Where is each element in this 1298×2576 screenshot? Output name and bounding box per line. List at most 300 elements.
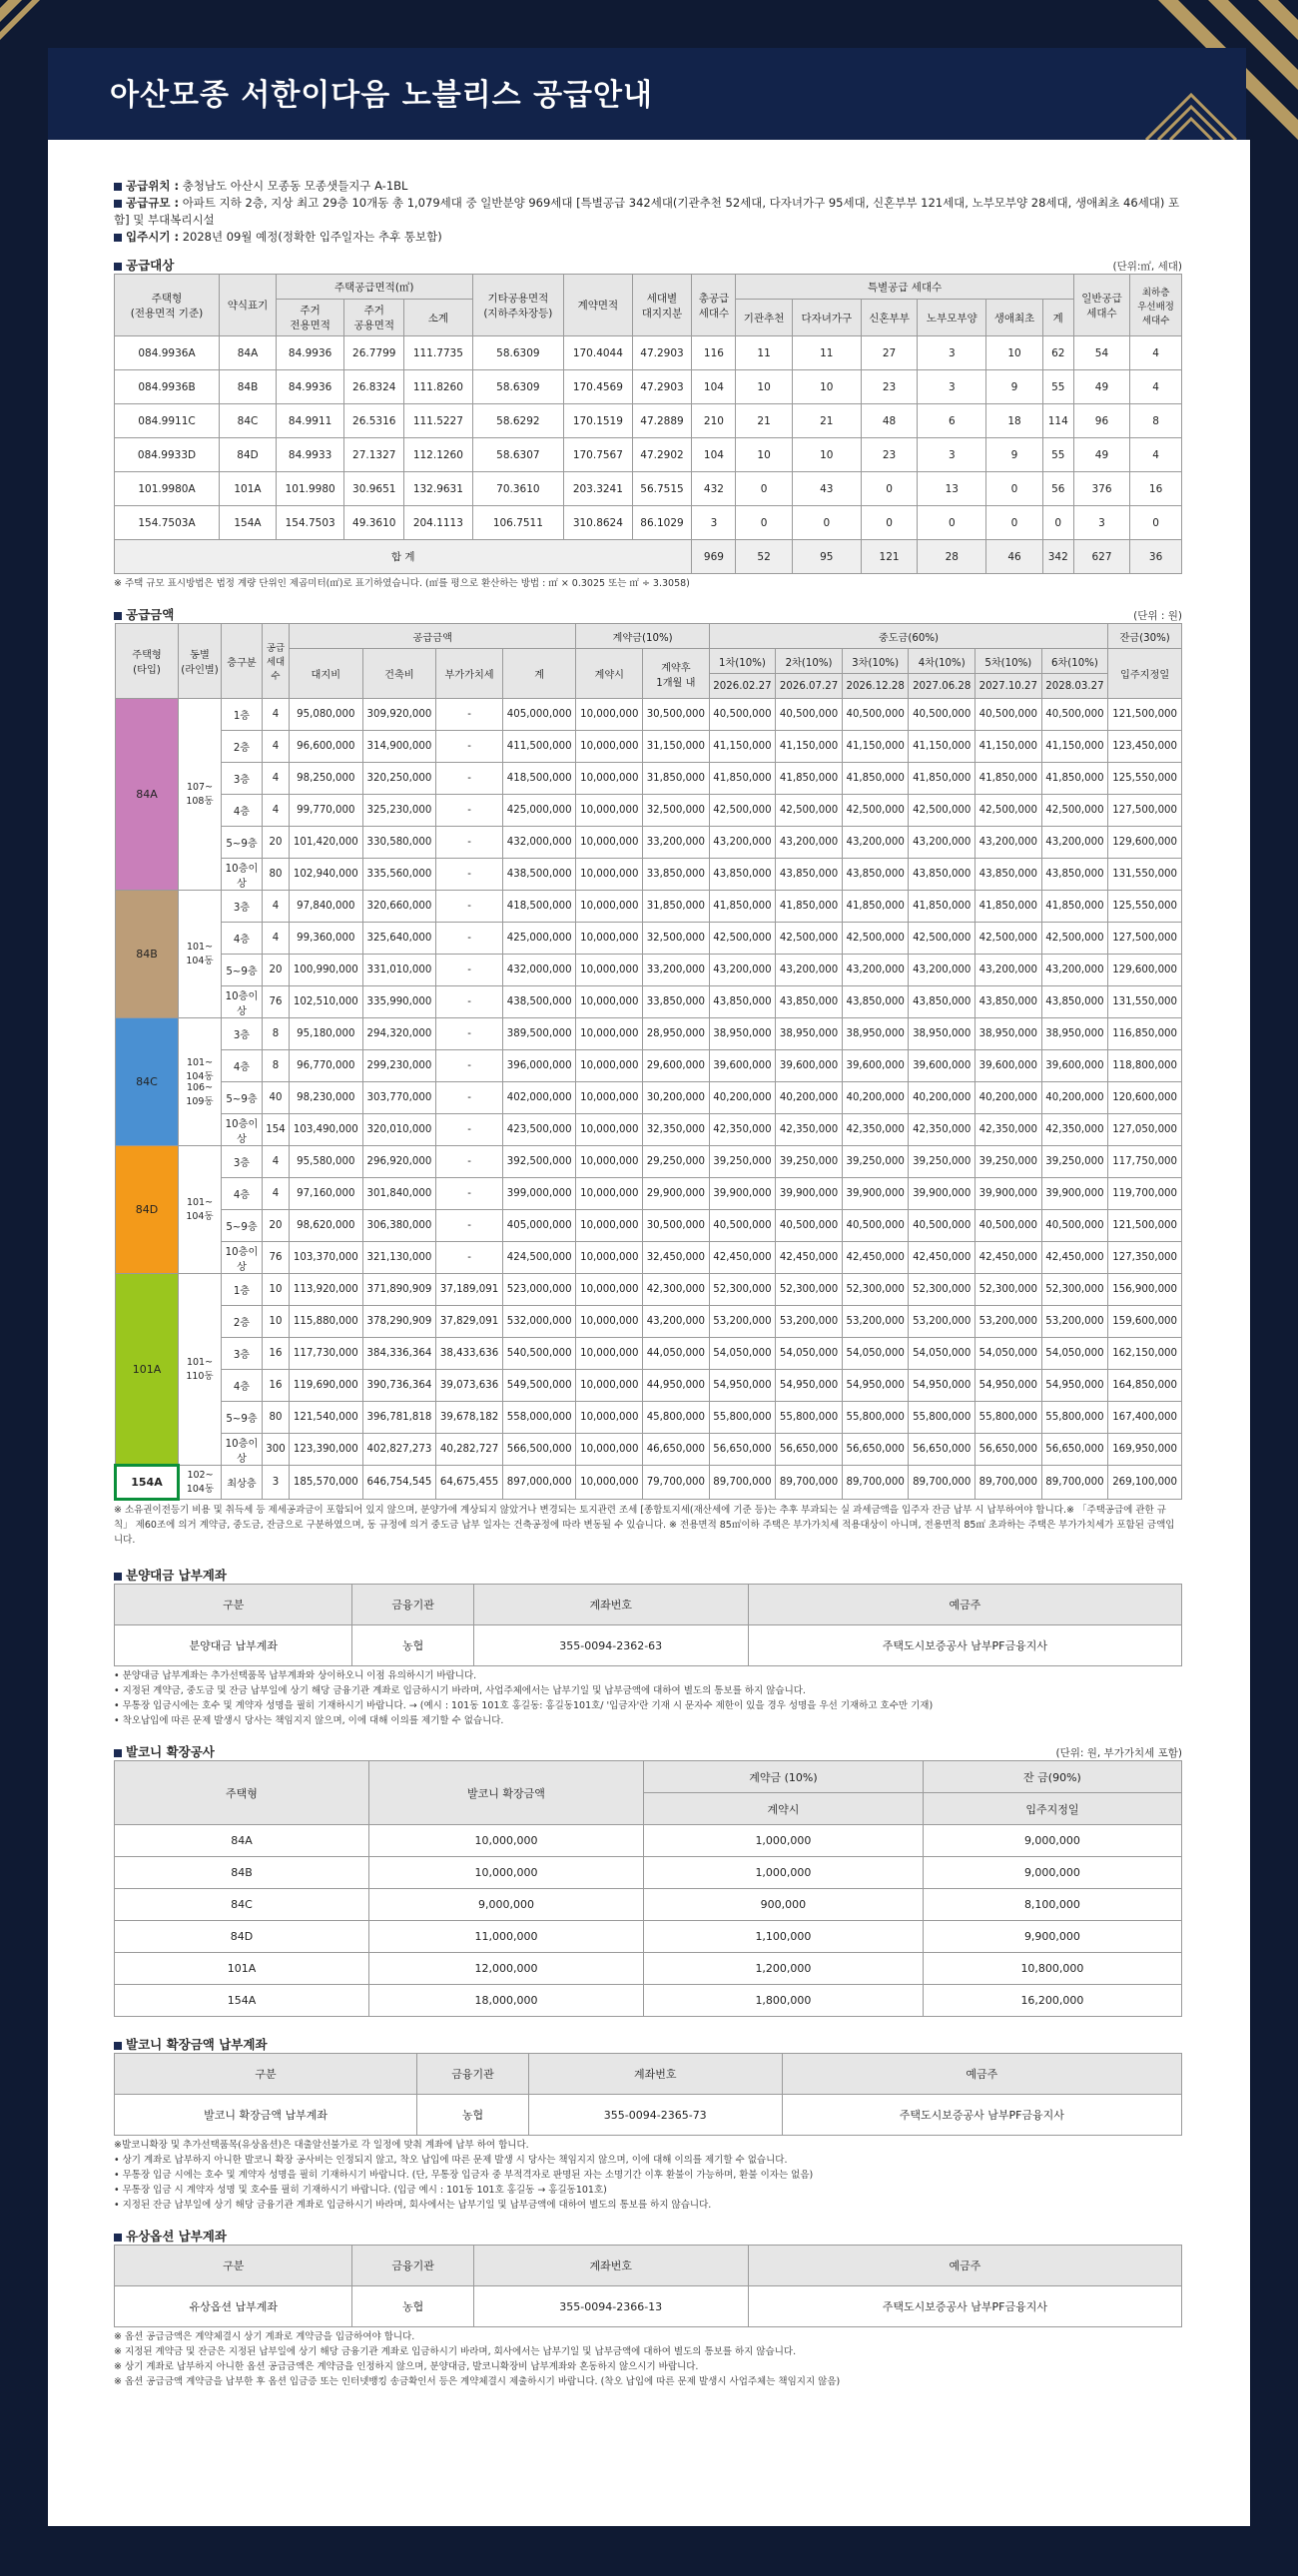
- table-row: [115, 1953, 1182, 1985]
- table-cell: 154A: [115, 1985, 369, 2017]
- table-cell: -: [436, 699, 503, 731]
- column-header: 금융기관: [352, 2246, 473, 2286]
- table-cell: 99,770,000: [290, 795, 363, 827]
- total-cell: 36: [1130, 540, 1182, 574]
- table-cell: 104: [692, 438, 736, 472]
- column-header: 예금주: [748, 1585, 1181, 1625]
- table-cell: 103,490,000: [290, 1114, 363, 1146]
- table-cell: 5~9층: [222, 1082, 263, 1114]
- table-cell: 16: [263, 1338, 290, 1370]
- table-cell: 42,500,000: [709, 923, 776, 955]
- table-cell: 112.1260: [404, 438, 472, 472]
- dong-cell: 101~ 104동: [179, 891, 222, 1018]
- table-cell: 26.8324: [344, 370, 404, 404]
- table-cell: 39,900,000: [709, 1178, 776, 1210]
- table-cell: 41,150,000: [1041, 731, 1108, 763]
- table-cell: 162,150,000: [1108, 1338, 1182, 1370]
- table-cell: 37,189,091: [436, 1274, 503, 1306]
- table-cell: 56,650,000: [1041, 1434, 1108, 1466]
- table-cell: 농협: [417, 2095, 529, 2136]
- table-cell: 52,300,000: [842, 1274, 909, 1306]
- table-cell: 89,700,000: [975, 1466, 1042, 1500]
- table-cell: 13: [918, 472, 986, 506]
- table-cell: 56,650,000: [909, 1434, 975, 1466]
- note-line: ※ 상기 계좌로 납부하지 아니한 옵션 공급금액은 계약금을 인정하지 않으며, 분양대금, 발코니확장비 납부계좌와 혼동하지 않으시기 바랍니다.: [114, 2361, 699, 2372]
- table-cell: 89,700,000: [842, 1466, 909, 1500]
- table-cell: 42,350,000: [842, 1114, 909, 1146]
- type-badge-101A: 101A: [116, 1274, 179, 1466]
- table-cell: 4: [263, 699, 290, 731]
- table-cell: 43,850,000: [709, 859, 776, 891]
- page-header: [48, 48, 1246, 140]
- table-cell: 39,250,000: [909, 1146, 975, 1178]
- table-cell: 378,290,909: [362, 1306, 436, 1338]
- table-cell: 27.1327: [344, 438, 404, 472]
- table-cell: 10,000,000: [576, 699, 643, 731]
- table-cell: 8: [1130, 404, 1182, 438]
- column-header: 금융기관: [417, 2054, 529, 2095]
- supply-table: 주택형 (전용면적 기준) 약식표기 주택공급면적(㎡) 기타공용면적 (지하주차장등) 계약면적 세대별 대지지분 총공급 세대수 특별공급 세대수 일반공급 세대수 최하층 우선배정 세대수 주거 전용면적 주거 공용면적 소계 기관추천 다자녀가구 신혼부부 노부모부양 생애최초 계 084.9936A 84A 84.9936 26.7799 111.7735 58.6309 170.4044 47.2903 116 11 11 27 3 10 62 54 4 084.9936B 84B 84.9936 26.8324 111.8260 58.6309 170.4569 47.2903 104 10 10 23 3 9 55 49 4 084.9911C 84C 84.9911 26.5316 111.5227 58.6292 170.1519 47.2889 210 21 21 48 6 18 114 96 8 084.9933D 84D 84.9933 27.1327 112.1260 58.6307 170.7567 47.2902 104 10 10 23 3 9 55 49 4 101.9980A 101A 101.9980 30.9651 132.9631 70.3610 203.3241 56.7515 432 0 43 0 13 0 56 376 16 154.7503A 154A 154.7503 49.3610 204.1113 106.7511 310.8624 86.1029 3 0 0 0 0 0 0 3 0 합 계 969 52 95 121 28 46 342 627 36: [114, 274, 1182, 574]
- table-row: [115, 2286, 1182, 2327]
- table-cell: 40,500,000: [776, 1210, 843, 1242]
- table-cell: 425,000,000: [502, 795, 576, 827]
- table-row: [116, 1242, 1182, 1274]
- table-cell: -: [436, 1210, 503, 1242]
- table-cell: 116: [692, 336, 736, 370]
- table-cell: 114: [1042, 404, 1073, 438]
- price-table: 주택형 (타입) 동별 (라인별) 층구분 공급 세대수 공급금액 계약금(10%) 중도금(60%) 잔금(30%) 대지비 건축비 부가가치세 계 계약시 계약후 1개월 내 1차(10%) 2차(10%) 3차(10%) 4차(10%) 5차(10%) 6차(10%) 입주지정일 2026.02.27 2026.07.27 2026.12.28 2027.06.28 2027.10.27 2028.03.27 84A 107~ 108동 1층 4 95,080,000 309,920,000 - 405,000,000 10,000,000 30,500,000 40,500,000 40,500,000 40,500,000 40,500,000 40,500,000 40,500,000 121,500,000 2층 4 96,600,000 314,900,000 - 411,500,000 10,000,000 31,150,000 41,150,000 41,150,000 41,150,000 41,150,000 41,150,000 41,150,000 123,450,000 3층 4 98,250,000 320,250,000 - 418,500,000 10,000,000 31,850,000 41,850,000 41,850,000 41,850,000 41,850,000 41,850,000 41,850,000 125,550,000 4층 4 99,770,000 325,230,000 - 425,000,000 10,000,000 32,500,000 42,500,000 42,500,000 42,500,000 42,500,000 42,500,000 42,500,000 127,500,000 5~9층 20 101,420,000 330,580,000 - 432,000,000 10,000,000 33,200,000 43,200,000 43,200,000 43,200,000 43,200,000 43,200,000 43,200,000 129,600,000 10층이상 80 102,940,000 335,560,000 - 438,500,000 10,000,000 33,850,000 43,850,000 43,850,000 43,850,000 43,850,000 43,850,000 43,850,000 131,550,000 84B 101~ 104동 3층 4 97,840,000 320,660,000 - 418,500,000 10,000,000 31,850,000 41,850,000 41,850,000 41,850,000 41,850,000 41,850,000 41,850,000 125,550,000 4층 4 99,360,000 325,640,000 - 425,000,000 10,000,000 32,500,000 42,500,000 42,500,000 42,500,000 42,500,000 42,500,000 42,500,000 127,500,000 5~9층 20 100,990,000 331,010,000 - 432,000,000 10,000,000 33,200,000 43,200,000 43,200,000 43,200,000 43,200,000 43,200,000 43,200,000 129,600,000 10층이상 76 102,510,000 335,990,000 - 438,500,000 10,000,000 33,850,000 43,850,000 43,850,000 43,850,000 43,850,000 43,850,000 43,850,000 131,550,000 84C 101~ 104동 106~ 109동 3층 8 95,180,000 294,320,000 - 389,500,000 10,000,000 28,950,000 38,950,000 38,950,000 38,950,000 38,950,000 38,950,000 38,950,000 116,850,000 4층 8 96,770,000 299,230,000 - 396,000,000 10,000,000 29,600,000 39,600,000 39,600,000 39,600,000 39,600,000 39,600,000 39,600,000 118,800,000 5~9층 40 98,230,000 303,770,000 - 402,000,000 10,000,000 30,200,000 40,200,000 40,200,000 40,200,000 40,200,000 40,200,000 40,200,000 120,600,000 10층이상 154 103,490,000 320,010,000 - 423,500,000 10,000,000 32,350,000 42,350,000 42,350,000 42,350,000 42,350,000 42,350,000 42,350,000 127,050,000 84D 101~ 104동 3층 4 95,580,000 296,920,000 - 392,500,000 10,000,000 29,250,000 39,250,000 39,250,000 39,250,000 39,250,000 39,250,000 39,250,000 117,750,000 4층 4 97,160,000 301,840,000 - 399,000,000 10,000,000 29,900,000 39,900,000 39,900,000 39,900,000 39,900,000 39,900,000 39,900,000 119,700,000 5~9층 20 98,620,000 306,380,000 - 405,000,000 10,000,000 30,500,000 40,500,000 40,500,000 40,500,000 40,500,000 40,500,000 40,500,000 121,500,000 10층이상 76 103,370,000 321,130,000 - 424,500,000 10,000,000 32,450,000 42,450,000 42,450,000 42,450,000 42,450,000 42,450,000 42,450,000 127,350,000 101A 101~ 110동 1층 10 113,920,000 371,890,909 37,189,091 523,000,000 10,000,000 42,300,000 52,300,000 52,300,000 52,300,000 52,300,000 52,300,000 52,300,000 156,900,000 2층 10 115,880,000 378,290,909 37,829,091 532,000,000 10,000,000 43,200,000 53,200,000 53,200,000 53,200,000 53,200,000 53,200,000 53,200,000 159,600,000 3층 16 117,730,000 384,336,364 38,433,636 540,500,000 10,000,000 44,050,000 54,050,000 54,050,000 54,050,000 54,050,000 54,050,000 54,050,000 162,150,000 4층 16 119,690,000 390,736,364 39,073,636 549,500,000 10,000,000 44,950,000 54,950,000 54,950,000 54,950,000 54,950,000 54,950,000 54,950,000 164,850,000 5~9층 80 121,540,000 396,781,818 39,678,182 558,000,000 10,000,000 45,800,000 55,800,000 55,800,000 55,800,000 55,800,000 55,800,000 55,800,000 167,400,000 10층이상 300 123,390,000 402,827,273 40,282,727 566,500,000 10,000,000 46,650,000 56,650,000 56,650,000 56,650,000 56,650,000 56,650,000 56,650,000 169,950,000 154A 102~ 104동 최상층 3 185,570,000 646,754,545 64,675,455 897,000,000 10,000,000 79,700,000 89,700,000 89,700,000 89,700,000 89,700,000 89,700,000 89,700,000 269,100,000: [114, 623, 1182, 1501]
- table-cell: 1,000,000: [644, 1825, 924, 1857]
- total-cell: 627: [1073, 540, 1129, 574]
- table-cell: -: [436, 1082, 503, 1114]
- table-cell: 29,250,000: [643, 1146, 710, 1178]
- table-cell: 4층: [222, 923, 263, 955]
- table-cell: 8,100,000: [923, 1889, 1181, 1921]
- table-cell: 115,880,000: [290, 1306, 363, 1338]
- table-cell: 154.7503: [277, 506, 344, 540]
- table-cell: 53,200,000: [776, 1306, 843, 1338]
- table-cell: 42,450,000: [709, 1242, 776, 1274]
- dong-cell: 101~ 110동: [179, 1274, 222, 1466]
- pay2-table: [114, 2053, 1182, 2136]
- table-cell: 84B: [115, 1857, 369, 1889]
- table-cell: 99,360,000: [290, 923, 363, 955]
- table-cell: 432,000,000: [502, 955, 576, 986]
- table-row: [116, 731, 1182, 763]
- table-cell: 2층: [222, 1306, 263, 1338]
- table-cell: 55,800,000: [776, 1402, 843, 1434]
- table-cell: 70.3610: [472, 472, 564, 506]
- table-cell: 325,640,000: [362, 923, 436, 955]
- note-line: • 무통장 입금 시 계약자 성명 및 호수를 필히 기재하시기 바랍니다. (입금 예시 : 101동 101호 홍길동 → 홍길동101호): [114, 2185, 607, 2196]
- table-cell: 111.8260: [404, 370, 472, 404]
- table-cell: 41,850,000: [776, 763, 843, 795]
- table-cell: 10,000,000: [576, 859, 643, 891]
- table-cell: 121,540,000: [290, 1402, 363, 1434]
- table-cell: 10,000,000: [576, 1050, 643, 1082]
- table-cell: 97,160,000: [290, 1178, 363, 1210]
- table-cell: 10: [792, 438, 861, 472]
- table-cell: 47.2903: [632, 336, 692, 370]
- table-cell: 주택도시보증공사 남부PF금융지사: [748, 2286, 1181, 2327]
- column-header: 구분: [115, 2054, 417, 2095]
- balcony-table: 주택형 발코니 확장금액 계약금 (10%) 잔 금(90%) 계약시 입주지정일 84A 10,000,000 1,000,000 9,000,000 84B 10,000,000 1,000,000 9,000,000 84C 9,000,000 900,000 8,100,000 84D 11,000,000 1,100,000 9,900,000 101A 12,000,000 1,200,000 10,800,000 154A 18,000,000 1,800,000 16,200,000: [114, 1760, 1182, 2017]
- table-cell: 129,600,000: [1108, 827, 1182, 859]
- table-cell: 154A: [220, 506, 277, 540]
- table-cell: 56,650,000: [975, 1434, 1042, 1466]
- table-cell: 20: [263, 1210, 290, 1242]
- total-row: [115, 540, 1182, 574]
- table-cell: 330,580,000: [362, 827, 436, 859]
- table-cell: 9: [986, 438, 1042, 472]
- total-cell: 95: [792, 540, 861, 574]
- table-cell: 54: [1073, 336, 1129, 370]
- table-cell: 125,550,000: [1108, 891, 1182, 923]
- table-cell: 532,000,000: [502, 1306, 576, 1338]
- table-cell: 390,736,364: [362, 1370, 436, 1402]
- table-cell: 53,200,000: [709, 1306, 776, 1338]
- table-cell: 54,050,000: [1041, 1338, 1108, 1370]
- table-cell: 농협: [352, 1625, 473, 1666]
- table-cell: 54,950,000: [709, 1370, 776, 1402]
- table-cell: 27: [861, 336, 917, 370]
- table-cell: 10,000,000: [576, 1402, 643, 1434]
- table-cell: 8: [263, 1018, 290, 1050]
- table-cell: 10,000,000: [576, 1274, 643, 1306]
- table-cell: 33,200,000: [643, 955, 710, 986]
- table-cell: 39,250,000: [776, 1146, 843, 1178]
- table-cell: 84.9911: [277, 404, 344, 438]
- table-cell: 42,500,000: [842, 795, 909, 827]
- table-cell: 424,500,000: [502, 1242, 576, 1274]
- table-cell: 44,050,000: [643, 1338, 710, 1370]
- table-cell: 3층: [222, 891, 263, 923]
- table-cell: 42,500,000: [1041, 923, 1108, 955]
- table-cell: 44,950,000: [643, 1370, 710, 1402]
- table-cell: 41,150,000: [709, 731, 776, 763]
- table-cell: 127,500,000: [1108, 923, 1182, 955]
- balcony-section-header: 발코니 확장공사 (단위: 원, 부가가치세 포함): [114, 1742, 1182, 1760]
- pay1-section-header: 분양대금 납부계좌: [114, 1566, 1182, 1584]
- table-cell: 300: [263, 1434, 290, 1466]
- table-cell: 55: [1042, 438, 1073, 472]
- table-cell: 40,500,000: [709, 1210, 776, 1242]
- table-cell: 1,000,000: [644, 1857, 924, 1889]
- table-cell: 101.9980: [277, 472, 344, 506]
- note-line: • 상기 계좌로 납부하지 아니한 발코니 확장 공사비는 인정되지 않고, 착오 납입에 따른 문제 발생 시 당사는 책임지지 않으며, 이에 대해 이의를 제기할 수 없습니다.: [114, 2155, 788, 2166]
- table-cell: 33,200,000: [643, 827, 710, 859]
- table-cell: 438,500,000: [502, 859, 576, 891]
- table-cell: 39,073,636: [436, 1370, 503, 1402]
- table-cell: 분양대금 납부계좌: [115, 1625, 352, 1666]
- table-cell: 131,550,000: [1108, 986, 1182, 1018]
- table-cell: 123,450,000: [1108, 731, 1182, 763]
- info-location: 공급위치 : 충청남도 아산시 모종동 모종샛들지구 A-1BL: [114, 178, 1182, 195]
- table-cell: 43,200,000: [776, 955, 843, 986]
- table-cell: -: [436, 986, 503, 1018]
- table-cell: 43,850,000: [776, 859, 843, 891]
- table-cell: 55: [1042, 370, 1073, 404]
- table-cell: 402,827,273: [362, 1434, 436, 1466]
- table-cell: 12,000,000: [369, 1953, 644, 1985]
- column-header: 예금주: [748, 2246, 1181, 2286]
- dong-cell: 101~ 104동: [179, 1146, 222, 1274]
- table-row: [115, 438, 1182, 472]
- table-cell: 156,900,000: [1108, 1274, 1182, 1306]
- project-info: [114, 178, 1182, 246]
- table-cell: 10: [792, 370, 861, 404]
- table-cell: 100,990,000: [290, 955, 363, 986]
- table-cell: 89,700,000: [776, 1466, 843, 1500]
- table-cell: 42,450,000: [975, 1242, 1042, 1274]
- table-cell: 40: [263, 1082, 290, 1114]
- table-cell: 42,450,000: [1041, 1242, 1108, 1274]
- table-cell: 10,000,000: [576, 1370, 643, 1402]
- table-row: [116, 891, 1182, 923]
- table-cell: -: [436, 1242, 503, 1274]
- note-line: • 분양대금 납부계좌는 추가선택품목 납부계좌와 상이하오니 이점 유의하시기 바랍니다.: [114, 1670, 477, 1681]
- table-row: [115, 1921, 1182, 1953]
- table-cell: 56,650,000: [709, 1434, 776, 1466]
- note-line: • 무통장 입금시에는 호수 및 계약자 성명을 필히 기재하시기 바랍니다. → (예시 : 101동 101호 홍길동: 홍길동101호/ '입금자'란 기재 시 문자수 제한이 있을 경우 성명을 우선 기재하고 호수만 기재): [114, 1700, 934, 1711]
- table-cell: 5~9층: [222, 1210, 263, 1242]
- table-cell: 62: [1042, 336, 1073, 370]
- table-cell: 170.1519: [564, 404, 632, 438]
- table-cell: 102,510,000: [290, 986, 363, 1018]
- table-cell: 84A: [115, 1825, 369, 1857]
- table-cell: 117,750,000: [1108, 1146, 1182, 1178]
- table-cell: 38,950,000: [1041, 1018, 1108, 1050]
- table-cell: 325,230,000: [362, 795, 436, 827]
- table-cell: 96,600,000: [290, 731, 363, 763]
- supply-section-header: 공급대상 (단위:㎡, 세대): [114, 256, 1182, 274]
- table-cell: 4층: [222, 1050, 263, 1082]
- table-cell: 117,730,000: [290, 1338, 363, 1370]
- info-scale: 공급규모 : 아파트 지하 2층, 지상 최고 29층 10개동 총 1,079세대 중 일반분양 969세대 [특별공급 342세대(기관추천 52세대, 다자녀가구 95세대, 신혼부부 121세대, 노부모부양 28세대, 생애최초 46세대) 포함] 및 부대복리시설: [114, 196, 1180, 227]
- type-badge-84C: 84C: [116, 1018, 179, 1146]
- table-cell: 299,230,000: [362, 1050, 436, 1082]
- table-cell: 4층: [222, 1178, 263, 1210]
- table-cell: 2층: [222, 731, 263, 763]
- table-cell: 10,000,000: [576, 1146, 643, 1178]
- note-line: ※ 지정된 계약금 및 잔금은 지정된 납부일에 상기 해당 금융기관 계좌로 입금하시기 바라며, 회사에서는 납부기일 및 납부금액에 대하여 별도의 통보를 하지 않습니다.: [114, 2346, 797, 2357]
- table-row: [115, 2095, 1182, 2136]
- table-cell: 8: [263, 1050, 290, 1082]
- table-cell: 106.7511: [472, 506, 564, 540]
- document-paper: [48, 140, 1250, 2526]
- table-cell: 58.6307: [472, 438, 564, 472]
- table-cell: 40,500,000: [842, 699, 909, 731]
- table-cell: 54,050,000: [776, 1338, 843, 1370]
- table-cell: 53,200,000: [1041, 1306, 1108, 1338]
- table-cell: 3층: [222, 1338, 263, 1370]
- table-cell: 84.9933: [277, 438, 344, 472]
- table-cell: 30.9651: [344, 472, 404, 506]
- column-header: 계좌번호: [473, 2246, 748, 2286]
- table-cell: 39,250,000: [975, 1146, 1042, 1178]
- table-cell: 76: [263, 986, 290, 1018]
- table-cell: 79,700,000: [643, 1466, 710, 1500]
- table-cell: 52,300,000: [709, 1274, 776, 1306]
- table-cell: 405,000,000: [502, 699, 576, 731]
- column-header: 구분: [115, 1585, 352, 1625]
- table-cell: 31,150,000: [643, 731, 710, 763]
- table-cell: 10,000,000: [369, 1825, 644, 1857]
- note-line: • 지정된 계약금, 중도금 및 잔금 납부일에 상기 해당 금융기관 계좌로 입금하시기 바라며, 사업주체에서는 납부기일 및 납부금액에 대하여 별도의 통보를 하지 않습니다.: [114, 1685, 806, 1696]
- note-line: • 무통장 입금 시에는 호수 및 계약자 성명을 필히 기재하시기 바랍니다. (단, 무통장 입금자 중 부적격자로 판명된 자는 소명기간 이후 환불이 가능하며, 환불 이자는 없음): [114, 2170, 814, 2181]
- table-cell: 335,990,000: [362, 986, 436, 1018]
- table-cell: 40,500,000: [975, 699, 1042, 731]
- table-cell: 54,050,000: [909, 1338, 975, 1370]
- table-cell: 120,600,000: [1108, 1082, 1182, 1114]
- table-cell: 96: [1073, 404, 1129, 438]
- table-cell: 41,850,000: [776, 891, 843, 923]
- table-cell: 23: [861, 438, 917, 472]
- pay2-notes: [114, 2138, 1182, 2213]
- table-row: [116, 1114, 1182, 1146]
- table-cell: 402,000,000: [502, 1082, 576, 1114]
- table-cell: 80: [263, 1402, 290, 1434]
- table-cell: 43: [792, 472, 861, 506]
- table-cell: 3층: [222, 1146, 263, 1178]
- table-cell: 40,200,000: [975, 1082, 1042, 1114]
- table-cell: 주택도시보증공사 남부PF금융지사: [782, 2095, 1181, 2136]
- note-line: ※ 옵션 공급금액 계약금을 납부한 후 옵션 입금증 또는 인터넷뱅킹 송금확인서 등은 계약체결시 제출하시기 바랍니다. (착오 납입에 따른 문제 발생시 사업주체는 책임지지 않음): [114, 2376, 841, 2387]
- table-cell: 41,850,000: [975, 763, 1042, 795]
- table-cell: 210: [692, 404, 736, 438]
- note-line: ※ 옵션 공급금액은 계약체결시 상기 계좌로 계약금을 입금하여야 합니다.: [114, 2331, 415, 2342]
- table-cell: 4: [263, 731, 290, 763]
- table-cell: 523,000,000: [502, 1274, 576, 1306]
- table-cell: 10,000,000: [576, 955, 643, 986]
- table-cell: -: [436, 1050, 503, 1082]
- table-cell: 10: [736, 370, 792, 404]
- table-cell: 331,010,000: [362, 955, 436, 986]
- table-cell: 169,950,000: [1108, 1434, 1182, 1466]
- table-cell: 897,000,000: [502, 1466, 576, 1500]
- table-cell: -: [436, 891, 503, 923]
- table-cell: 40,200,000: [842, 1082, 909, 1114]
- table-cell: 392,500,000: [502, 1146, 576, 1178]
- table-row: [116, 955, 1182, 986]
- table-cell: 발코니 확장금액 납부계좌: [115, 2095, 417, 2136]
- table-cell: 306,380,000: [362, 1210, 436, 1242]
- table-cell: 10,000,000: [576, 891, 643, 923]
- table-cell: 55,800,000: [709, 1402, 776, 1434]
- table-cell: 4: [263, 1178, 290, 1210]
- table-cell: 38,433,636: [436, 1338, 503, 1370]
- table-cell: 42,350,000: [909, 1114, 975, 1146]
- table-row: [116, 1338, 1182, 1370]
- table-cell: 37,829,091: [436, 1306, 503, 1338]
- table-cell: 10: [986, 336, 1042, 370]
- table-cell: 5~9층: [222, 827, 263, 859]
- table-cell: 95,580,000: [290, 1146, 363, 1178]
- table-row: [115, 1985, 1182, 2017]
- table-cell: 49.3610: [344, 506, 404, 540]
- table-cell: 43,200,000: [975, 955, 1042, 986]
- pay3-notes: [114, 2329, 1182, 2389]
- table-cell: 127,050,000: [1108, 1114, 1182, 1146]
- table-cell: 104: [692, 370, 736, 404]
- table-cell: 54,050,000: [975, 1338, 1042, 1370]
- table-cell: 40,500,000: [1041, 1210, 1108, 1242]
- table-row: [115, 336, 1182, 370]
- table-cell: 39,900,000: [842, 1178, 909, 1210]
- table-cell: 76: [263, 1242, 290, 1274]
- total-cell: 52: [736, 540, 792, 574]
- table-cell: 159,600,000: [1108, 1306, 1182, 1338]
- table-cell: 4: [263, 795, 290, 827]
- table-cell: 4: [263, 1146, 290, 1178]
- table-cell: 43,200,000: [709, 955, 776, 986]
- table-cell: 84B: [220, 370, 277, 404]
- table-cell: 43,200,000: [842, 955, 909, 986]
- table-cell: 301,840,000: [362, 1178, 436, 1210]
- table-cell: 30,200,000: [643, 1082, 710, 1114]
- table-cell: 4: [1130, 370, 1182, 404]
- table-cell: 16: [263, 1370, 290, 1402]
- table-cell: 42,350,000: [975, 1114, 1042, 1146]
- table-cell: 3층: [222, 1018, 263, 1050]
- table-row: [116, 1018, 1182, 1050]
- table-cell: -: [436, 1018, 503, 1050]
- table-cell: 32,350,000: [643, 1114, 710, 1146]
- table-cell: 42,500,000: [909, 923, 975, 955]
- table-cell: 53,200,000: [842, 1306, 909, 1338]
- table-row: [116, 1402, 1182, 1434]
- table-cell: 39,900,000: [909, 1178, 975, 1210]
- table-cell: 355-0094-2362-63: [473, 1625, 748, 1666]
- table-cell: 41,150,000: [842, 731, 909, 763]
- table-cell: 32,500,000: [643, 795, 710, 827]
- table-cell: 102,940,000: [290, 859, 363, 891]
- table-cell: 101,420,000: [290, 827, 363, 859]
- table-cell: 113,920,000: [290, 1274, 363, 1306]
- table-cell: -: [436, 795, 503, 827]
- table-cell: 269,100,000: [1108, 1466, 1182, 1500]
- table-cell: 52,300,000: [975, 1274, 1042, 1306]
- table-cell: 56,650,000: [842, 1434, 909, 1466]
- table-row: [116, 1082, 1182, 1114]
- table-cell: 3층: [222, 763, 263, 795]
- table-cell: 41,150,000: [776, 731, 843, 763]
- table-cell: 170.4569: [564, 370, 632, 404]
- table-cell: 43,200,000: [776, 827, 843, 859]
- table-cell: 최상층: [222, 1466, 263, 1500]
- table-cell: 084.9933D: [115, 438, 220, 472]
- pay1-table: [114, 1584, 1182, 1666]
- table-cell: -: [436, 859, 503, 891]
- table-cell: 10층이상: [222, 1434, 263, 1466]
- column-header: 계좌번호: [528, 2054, 782, 2095]
- table-cell: 43,850,000: [776, 986, 843, 1018]
- table-cell: 41,850,000: [1041, 891, 1108, 923]
- table-cell: 64,675,455: [436, 1466, 503, 1500]
- total-label: 합 계: [115, 540, 692, 574]
- price-section-header: 공급금액 (단위 : 원): [114, 605, 1182, 623]
- table-cell: 405,000,000: [502, 1210, 576, 1242]
- table-cell: 10,000,000: [576, 1018, 643, 1050]
- header-chevron-logo: [1136, 70, 1246, 140]
- table-cell: 10,000,000: [576, 763, 643, 795]
- table-cell: 11: [736, 336, 792, 370]
- total-cell: 121: [861, 540, 917, 574]
- table-cell: 40,500,000: [776, 699, 843, 731]
- table-cell: 28,950,000: [643, 1018, 710, 1050]
- table-cell: 86.1029: [632, 506, 692, 540]
- table-cell: 49: [1073, 370, 1129, 404]
